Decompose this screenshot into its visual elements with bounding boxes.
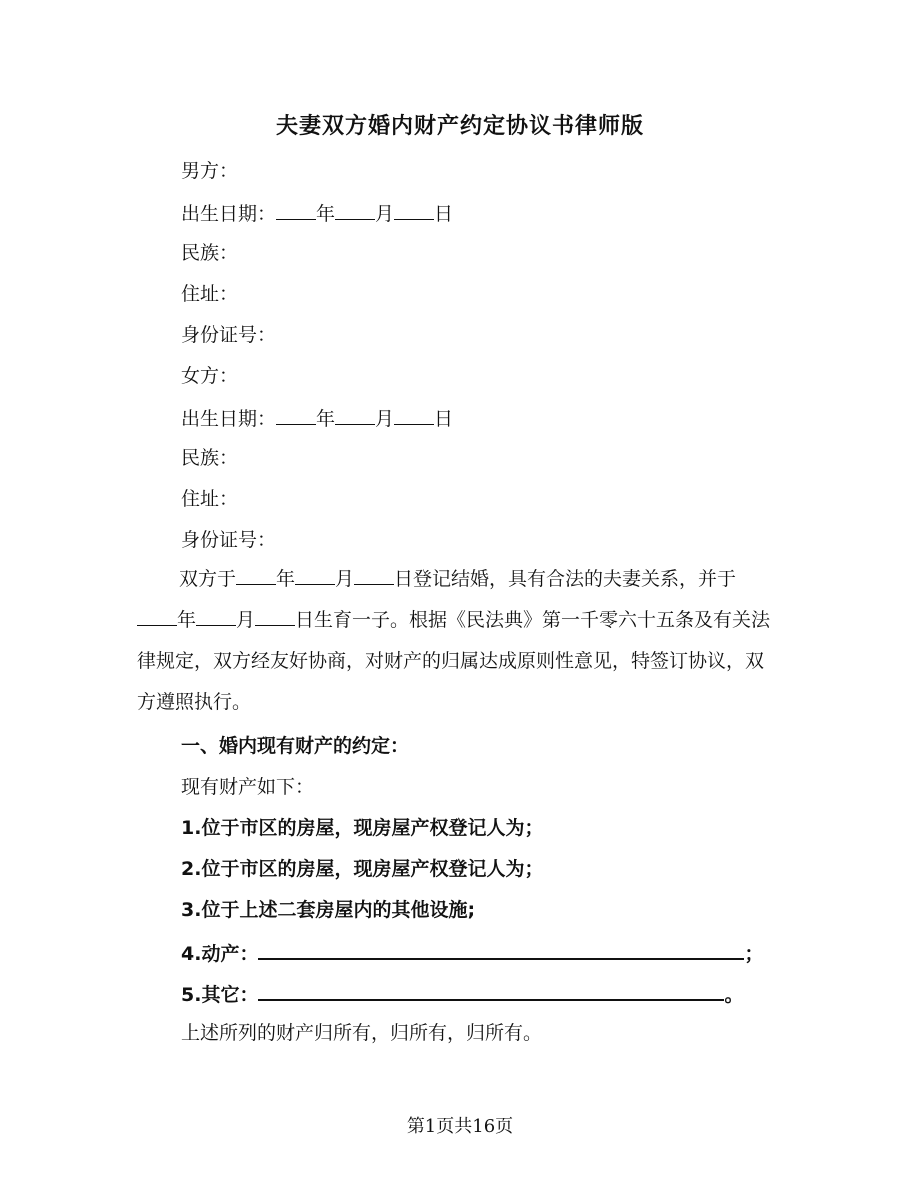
male-birth-day-blank[interactable] — [394, 199, 434, 220]
male-ethnicity: 民族： — [181, 242, 239, 264]
marriage-year-blank[interactable] — [236, 564, 276, 585]
male-heading: 男方： — [181, 160, 239, 182]
female-ethnicity: 民族： — [181, 447, 239, 469]
female-id-number: 身份证号： — [181, 529, 277, 551]
birth-month-blank[interactable] — [196, 605, 236, 626]
ownership-statement: 上述所列的财产归所有，归所有，归所有。 — [181, 1022, 543, 1044]
male-birth-day-unit: 日 — [434, 203, 454, 225]
male-birth-month-blank[interactable] — [335, 199, 375, 220]
document-title: 夫妻双方婚内财产约定协议书律师版 — [275, 114, 644, 139]
property-item-4-label: 4.动产： — [181, 943, 259, 965]
male-birth-month-unit: 月 — [375, 203, 395, 225]
intro-text-4: 日登记结婚，具有合法的夫妻关系，并于 — [394, 568, 737, 590]
male-address: 住址： — [181, 283, 239, 305]
intro-text-2: 年 — [276, 568, 296, 590]
property-item-2: 2.位于市区的房屋，现房屋产权登记人为； — [181, 858, 544, 880]
marriage-month-blank[interactable] — [295, 564, 335, 585]
property-item-5-end: 。 — [724, 984, 744, 1006]
female-birth-day-unit: 日 — [434, 408, 454, 430]
female-birth-year-blank[interactable] — [276, 404, 316, 425]
property-item-3: 3.位于上述二套房屋内的其他设施; — [181, 899, 476, 921]
female-birth-month-unit: 月 — [375, 408, 395, 430]
male-birth-label: 出生日期： — [181, 203, 277, 225]
male-birth-date — [181, 199, 453, 227]
male-birth-year-blank[interactable] — [276, 199, 316, 220]
intro-text-1: 双方于 — [179, 568, 237, 590]
intro-paragraph — [137, 559, 772, 723]
section-1-heading: 一、婚内现有财产的约定： — [181, 735, 410, 757]
male-id-number: 身份证号： — [181, 324, 277, 346]
female-heading: 女方： — [181, 365, 239, 387]
intro-text-7: 日生育一子。根据《民法典》第一千零六十五条及有关法律规定，双方经友好协商，对财产的归属达成原则性意见，特签订协议，双方遵照执行。 — [137, 609, 771, 713]
marriage-day-blank[interactable] — [354, 564, 394, 585]
section-1-subheading: 现有财产如下： — [181, 776, 315, 798]
birth-year-blank[interactable] — [137, 605, 177, 626]
movable-property-blank[interactable] — [258, 938, 744, 960]
female-birth-day-blank[interactable] — [394, 404, 434, 425]
male-birth-year-unit: 年 — [316, 203, 336, 225]
female-address: 住址： — [181, 488, 239, 510]
property-item-4-end: ； — [744, 943, 764, 965]
other-property-blank[interactable] — [258, 979, 724, 1001]
intro-text-5: 年 — [177, 609, 197, 631]
property-item-1: 1.位于市区的房屋，现房屋产权登记人为； — [181, 817, 544, 839]
female-birth-date — [181, 404, 453, 432]
intro-text-6: 月 — [236, 609, 256, 631]
property-item-5-label: 5.其它： — [181, 984, 259, 1006]
female-birth-month-blank[interactable] — [335, 404, 375, 425]
property-item-4 — [181, 938, 763, 967]
page-indicator: 第1页共16页 — [406, 1116, 514, 1137]
female-birth-label: 出生日期： — [181, 408, 277, 430]
property-item-5 — [181, 979, 743, 1008]
intro-text-3: 月 — [335, 568, 355, 590]
female-birth-year-unit: 年 — [316, 408, 336, 430]
birth-day-blank[interactable] — [255, 605, 295, 626]
